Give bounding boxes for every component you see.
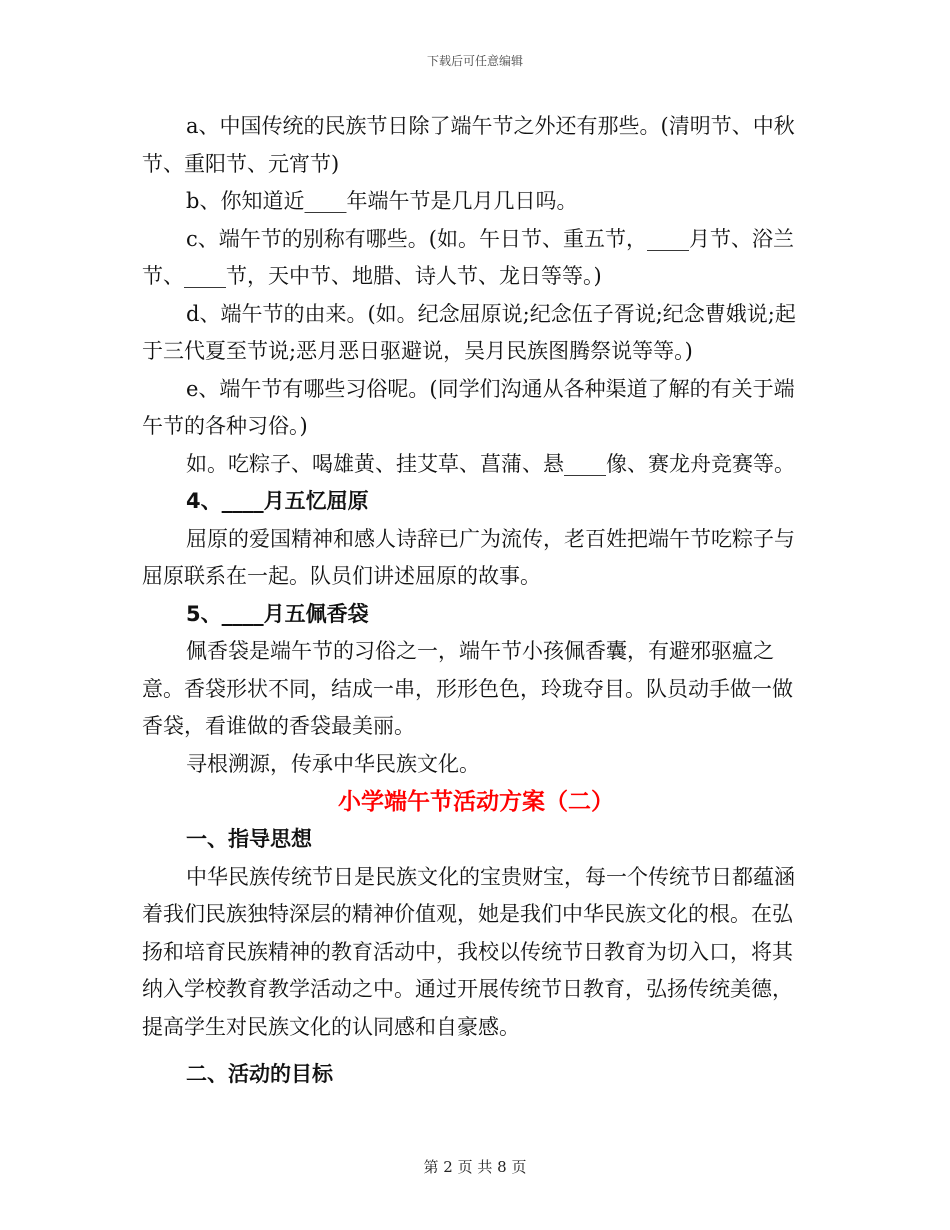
- item-5-body: 佩香袋是端午节的习俗之一，端午节小孩佩香囊，有避邪驱瘟之意。香袋形状不同，结成一串，形形色色，玲珑夺目。队员动手做一做香袋，看谁做的香袋最美丽。: [142, 639, 793, 738]
- section-title: 小学端午节活动方案（二）: [338, 789, 614, 815]
- paragraph-e-example: 如。吃粽子、喝雄黄、挂艾草、菖蒲、悬____像、赛龙舟竞赛等。: [186, 451, 795, 476]
- item-5-heading: 5、____月五佩香袋: [186, 601, 369, 626]
- paragraph-c: c、端午节的别称有哪些。(如。午日节、重五节，____月节、浴兰节、____节，天中节、地腊、诗人节、龙日等等。): [142, 226, 794, 288]
- paragraph-d: d、端午节的由来。(如。纪念屈原说;纪念伍子胥说;纪念曹娥说;起于三代夏至节说;恶月恶日驱避说，吴月民族图腾祭说等等。): [142, 301, 796, 363]
- document-body: [142, 108, 810, 1094]
- item-4-heading: 4、____月五忆屈原: [186, 489, 369, 513]
- section1-body: 中华民族传统节日是民族文化的宝贵财宝，每一个传统节日都蕴涵着我们民族独特深层的精神价值观，她是我们中华民族文化的根。在弘扬和培育民族精神的教育活动中，我校以传统节日教育为切入口，将其纳入学校教育教学活动之中。通过开展传统节日教育，弘扬传统美德，提高学生对民族文化的认同感和自豪感。: [142, 864, 795, 1039]
- page-footer: 第 2 页 共 8 页: [423, 1158, 527, 1176]
- paragraph-b: b、你知道近____年端午节是几月几日吗。: [186, 189, 578, 213]
- paragraph-a: a、中国传统的民族节日除了端午节之外还有那些。(清明节、中秋节、重阳节、元宵节): [142, 114, 795, 176]
- spacer: [142, 1046, 810, 1056]
- closing-line: 寻根溯源，传承中华民族文化。: [186, 751, 480, 776]
- page-header-note: 下载后可任意编辑: [426, 54, 523, 68]
- section1-heading: 一、指导思想: [186, 827, 312, 851]
- paragraph-e: e、端午节有哪些习俗呢。(同学们沟通从各种渠道了解的有关于端午节的各种习俗。): [142, 376, 795, 438]
- section2-heading: 二、活动的目标: [186, 1062, 333, 1086]
- item-4-body: 屈原的爱国精神和感人诗辞已广为流传，老百姓把端午节吃粽子与屈原联系在一起。队员们讲述屈原的故事。: [142, 526, 795, 588]
